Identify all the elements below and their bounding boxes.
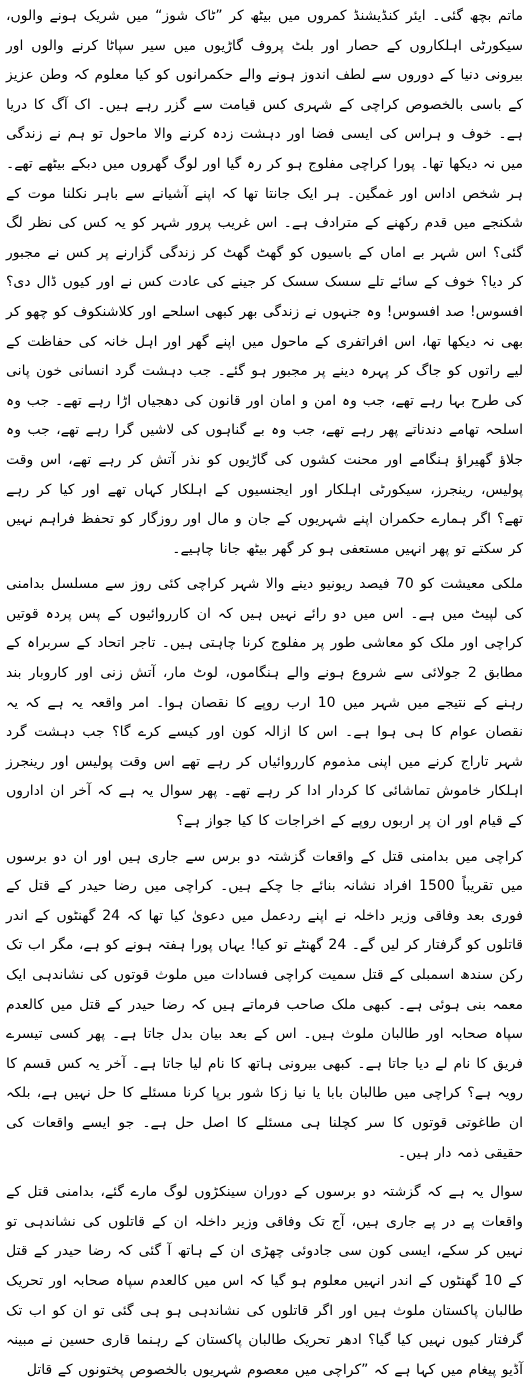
article-paragraph-2: ملکی معیشت کو 70 فیصد ریونیو دینے والا شہر کراچی کئی روز سے مسلسل بدامنی کی لپیٹ میں ہے۔ اس میں دو رائے نہیں ہیں کہ ان کارروائیوں کے پس پردہ قوتیں کراچی اور ملک کو معاشی طور پر مفلوج کرنا چاہتی ہیں۔ تاجر اتحاد کے سربراہ کے مطابق 2 جولائی سے شروع ہونے والے ہنگاموں، لوٹ مار، آتش زنی اور کاروبار بند رہنے کے نتیجے میں شہر میں 10 ارب روپے کا نقصان ہوا۔ امر واقعہ یہ ہے کہ یہ نقصان عوام کا ہی ہوا ہے۔ اس کا ازالہ کون اور کیسے کرے گا؟ جب دہشت گرد شہر تاراج کرنے میں اپنی مذموم کارروائیاں کر رہے تھے اس وقت پولیس اور رینجرز اہلکار خاموش تماشائی کا کردار ادا کر رہے تھے۔ پھر سوال یہ ہے کہ آخر ان اداروں کے قیام اور ان پر اربوں روپے کے اخراجات کا کیا جواز ہے؟ bbox=[6, 576, 523, 830]
article-paragraph-4: سوال یہ ہے کہ گزشتہ دو برسوں کے دوران سینکڑوں لوگ مارے گئے، بدامنی قتل کے واقعات پے در پے جاری ہیں، آج تک وفاقی وزیر داخلہ ان کے قاتلوں کی نشاندہی تو نہیں کر سکے، ایسی کون سی جادوئی چھڑی ان کے ہاتھ آ گئی کہ رضا حیدر کے قتل کے 10 گھنٹوں کے اندر انہیں معلوم ہو گیا کہ اس میں کالعدم سپاہ صحابہ اور تحریک طالبان پاکستان ملوث ہیں اور اگر قاتلوں کی نشاندہی ہو ہی گئی تو ان کو اب تک گرفتار کیوں نہیں کیا گیا؟ ادھر تحریک طالبان پاکستان کے رہنما قاری حسین نے مبینہ آڈیو پیغام میں کہا ہے کہ ”کراچی میں معصوم شہریوں بالخصوص پختونوں کے قاتل bbox=[6, 1184, 523, 1378]
article-paragraph-3: کراچی میں بدامنی قتل کے واقعات گزشتہ دو برس سے جاری ہیں اور ان دو برسوں میں تقریباً 1500 افراد نشانہ بنائے جا چکے ہیں۔ کراچی میں رضا حیدر کے قتل کے فوری بعد وفاقی وزیر داخلہ نے اپنے ردعمل میں دعویٰ کیا تھا کہ 24 گھنٹوں کے اندر قاتلوں کو گرفتار کر لیں گے۔ 24 گھنٹے تو کیا! یہاں پورا ہفتہ ہونے کو ہے، مگر اب تک رکن سندھ اسمبلی کے قتل سمیت کراچی فسادات میں ملوث قوتوں کی نشاندہی ایک معمہ بنی ہوئی ہے۔ کبھی ملک صاحب فرماتے ہیں کہ رضا حیدر کے قتل میں کالعدم سپاہ صحابہ اور طالبان ملوث ہیں۔ اس کے بعد بیان بدل جاتا ہے۔ پھر کسی تیسرے فریق کا نام لے دیا جاتا ہے۔ کبھی بیرونی ہاتھ کا نام لیا جاتا ہے۔ آخر یہ کس قسم کا رویہ ہے؟ کراچی میں طالبان بابا یا نیا زکا شور برپا کرنا مسئلے کا حل نہیں ہے، بلکہ ان طاغوتی قوتوں کا سر کچلنا ہی مسئلے کا اصل حل ہے۔ جو ایسے واقعات کی حقیقی ذمہ دار ہیں۔ bbox=[6, 848, 523, 1161]
article-body bbox=[6, 2, 523, 1385]
article-paragraph-1: ماتم بچھ گئی۔ ایئر کنڈیشنڈ کمروں میں بیٹھ کر ”ٹاک شوز“ میں شریک ہونے والوں، سیکورٹی اہلکاروں کے حصار اور بلٹ پروف گاڑیوں میں سیر سپاٹا کرنے والوں اور بیرونی دنیا کے دوروں سے لطف اندوز ہونے والے حکمرانوں کو کیا معلوم کہ وطن عزیز کے باسی بالخصوص کراچی کے شہری کس قیامت سے گزر رہے ہیں۔ اک آگ کا دریا ہے۔ خوف و ہراس کی ایسی فضا اور دہشت زدہ کرنے والا ماحول تو ہم نے زندگی میں نہ دیکھا تھا۔ پورا کراچی مفلوج ہو کر رہ گیا اور لوگ گھروں میں دبکے بیٹھے تھے۔ ہر شخص اداس اور غمگین۔ ہر ایک جانتا تھا کہ اپنے آشیانے سے باہر نکلنا موت کے شکنجے میں قدم رکھنے کے مترادف ہے۔ اس غریب پرور شہر کو یہ کس کی نظر لگ گئی؟ اس شہر بے اماں کے باسیوں کو گھٹ گھٹ کر زندگی گزارنے پر کس نے مجبور کر دیا؟ خوف کے سائے تلے سسک سسک کر جینے کی عادت کس نے اور کیوں ڈال دی؟ افسوس! صد افسوس! وہ جنہوں نے زندگی بھر کبھی اسلحے اور کلاشنکوف کو چھو کر بھی نہ دیکھا تھا، اس افراتفری کے ماحول میں اپنے گھر اور اہل خانہ کی حفاظت کے لیے راتوں کو جاگ کر پہرہ دینے پر مجبور ہو گئے۔ جب دہشت گرد انسانی خون پانی کی طرح بہا رہے تھے، جب وہ امن و امان اور قانون کی دھجیاں اڑا رہے تھے۔ جب وہ اسلحہ تھامے دندناتے پھر رہے تھے، جب وہ بے گناہوں کی لاشیں گرا رہے تھے، جب وہ جلاؤ گھیراؤ ہنگامے اور محنت کشوں کی گاڑیوں کو نذر آتش کر رہے تھے، اس وقت پولیس، رینجرز، سیکورٹی اہلکار اور ایجنسیوں کے اہلکار کہاں تھے اور کیا کر رہے تھے؟ اگر ہمارے حکمران اپنے شہریوں کے جان و مال اور روزگار کو تحفظ فراہم نہیں کر سکتے تو پھر انہیں مستعفی ہو کر گھر بیٹھ جانا چاہیے۔ bbox=[6, 8, 523, 557]
